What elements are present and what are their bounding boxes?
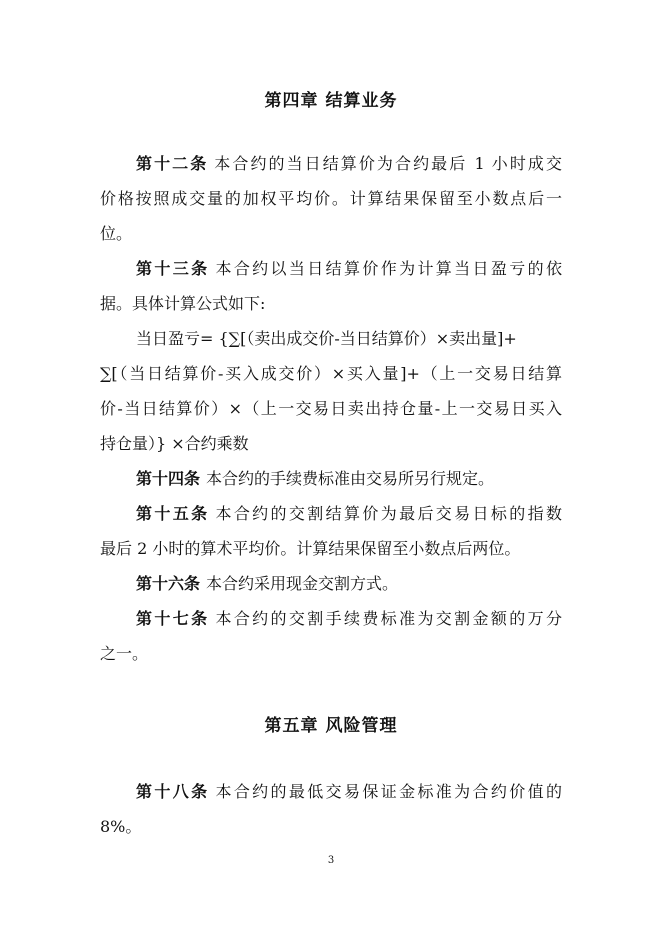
article-16-line-1: 第十六条 本合约采用现金交割方式。	[136, 574, 399, 593]
formula-line-2: ∑[（当日结算价-买入成交价）×买入量]+（上一交易日结算	[100, 364, 562, 383]
chapter-5-title: 第五章 风险管理	[264, 716, 398, 736]
article-14-line-1: 第十四条 本合约的手续费标准由交易所另行规定。	[136, 469, 495, 488]
article-18-label: 第十八条	[136, 782, 210, 801]
article-18-line-1: 第十八条 本合约的最低交易保证金标准为合约价值的	[136, 782, 562, 801]
article-17-label: 第十七条	[136, 609, 210, 628]
formula-line-4: 持仓量）} ×合约乘数	[100, 434, 249, 453]
article-15-line-1: 第十五条 本合约的交割结算价为最后交易日标的指数	[136, 504, 562, 523]
article-15-line-2: 最后 2 小时的算术平均价。计算结果保留至小数点后两位。	[100, 539, 521, 558]
article-12-line-3: 位。	[100, 224, 133, 243]
chapter-4-body	[100, 146, 562, 671]
article-17-line-1: 第十七条 本合约的交割手续费标准为交割金额的万分	[136, 609, 562, 628]
article-12-label: 第十二条	[136, 154, 209, 173]
formula-line-3: 价-当日结算价）×（上一交易日卖出持仓量-上一交易日买入	[100, 399, 562, 418]
article-14-label: 第十四条	[136, 469, 201, 488]
article-12-line-2: 价格按照成交量的加权平均价。计算结果保留至小数点后一	[100, 189, 562, 208]
article-15-label: 第十五条	[136, 504, 210, 523]
chapter-5-body	[100, 774, 562, 844]
chapter-4-title: 第四章 结算业务	[264, 91, 398, 111]
article-13-line-1: 第十三条 本合约以当日结算价作为计算当日盈亏的依	[136, 259, 562, 278]
article-18-line-2: 8%。	[100, 817, 142, 836]
article-13-label: 第十三条	[136, 259, 210, 278]
article-13-line-2: 据。具体计算公式如下:	[100, 294, 266, 313]
page-number: 3	[327, 855, 335, 866]
article-12-line-1: 第十二条 本合约的当日结算价为合约最后 1 小时成交	[136, 154, 562, 173]
article-16-label: 第十六条	[136, 574, 201, 593]
formula-line-1: 当日盈亏= {∑[（卖出成交价-当日结算价）×卖出量]+	[136, 329, 517, 348]
article-17-line-2: 之一。	[100, 644, 149, 663]
